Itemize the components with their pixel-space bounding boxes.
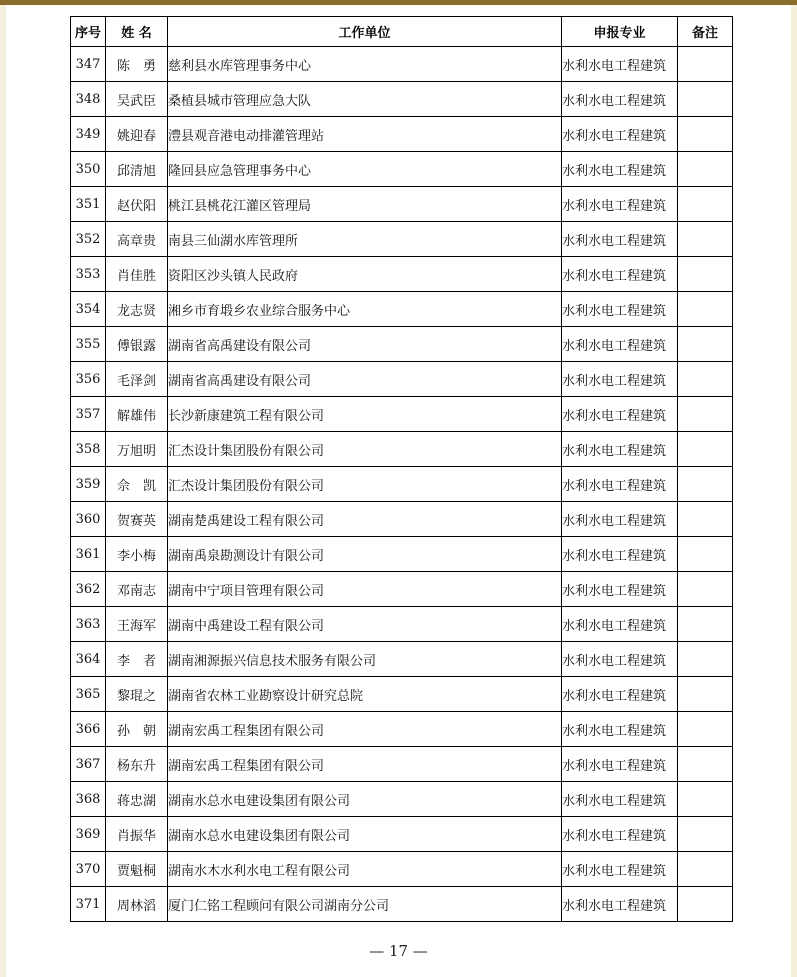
cell-name: 孙 朝 (106, 712, 168, 747)
cell-unit: 湖南楚禹建设工程有限公司 (168, 502, 562, 537)
table-row (71, 572, 733, 607)
cell-unit: 汇杰设计集团股份有限公司 (168, 432, 562, 467)
cell-unit: 湖南禹泉勘测设计有限公司 (168, 537, 562, 572)
cell-note (678, 222, 733, 257)
cell-seq: 347 (71, 47, 106, 82)
table-row (71, 887, 733, 922)
cell-name: 陈 勇 (106, 47, 168, 82)
cell-name: 万旭明 (106, 432, 168, 467)
cell-seq: 364 (71, 642, 106, 677)
table-row (71, 607, 733, 642)
cell-name: 高章贵 (106, 222, 168, 257)
cell-major: 水利水电工程建筑 (562, 817, 678, 852)
cell-major: 水利水电工程建筑 (562, 432, 678, 467)
cell-major: 水利水电工程建筑 (562, 82, 678, 117)
cell-seq: 360 (71, 502, 106, 537)
cell-name: 邓南志 (106, 572, 168, 607)
cell-seq: 370 (71, 852, 106, 887)
cell-major: 水利水电工程建筑 (562, 292, 678, 327)
table-row (71, 537, 733, 572)
cell-note (678, 467, 733, 502)
table-row (71, 642, 733, 677)
cell-name: 肖佳胜 (106, 257, 168, 292)
cell-name: 肖振华 (106, 817, 168, 852)
cell-note (678, 782, 733, 817)
cell-unit: 湖南省高禹建设有限公司 (168, 327, 562, 362)
table-row (71, 782, 733, 817)
cell-unit: 慈利县水库管理事务中心 (168, 47, 562, 82)
table-row (71, 222, 733, 257)
cell-note (678, 642, 733, 677)
cell-note (678, 327, 733, 362)
table-row (71, 362, 733, 397)
cell-unit: 湖南中宁项目管理有限公司 (168, 572, 562, 607)
cell-major: 水利水电工程建筑 (562, 747, 678, 782)
cell-note (678, 537, 733, 572)
cell-seq: 361 (71, 537, 106, 572)
cell-major: 水利水电工程建筑 (562, 537, 678, 572)
cell-major: 水利水电工程建筑 (562, 152, 678, 187)
cell-seq: 348 (71, 82, 106, 117)
cell-major: 水利水电工程建筑 (562, 117, 678, 152)
cell-unit: 资阳区沙头镇人民政府 (168, 257, 562, 292)
cell-name: 李 者 (106, 642, 168, 677)
table-row (71, 852, 733, 887)
cell-major: 水利水电工程建筑 (562, 502, 678, 537)
cell-note (678, 572, 733, 607)
cell-unit: 长沙新康建筑工程有限公司 (168, 397, 562, 432)
roster-table (70, 16, 733, 922)
table-row (71, 747, 733, 782)
cell-unit: 南县三仙湖水库管理所 (168, 222, 562, 257)
cell-seq: 359 (71, 467, 106, 502)
cell-unit: 隆回县应急管理事务中心 (168, 152, 562, 187)
cell-note (678, 852, 733, 887)
table-row (71, 327, 733, 362)
cell-seq: 362 (71, 572, 106, 607)
cell-unit: 湖南水总水电建设集团有限公司 (168, 782, 562, 817)
cell-major: 水利水电工程建筑 (562, 327, 678, 362)
cell-note (678, 397, 733, 432)
cell-unit: 湖南宏禹工程集团有限公司 (168, 747, 562, 782)
cell-note (678, 117, 733, 152)
cell-unit: 湖南水总水电建设集团有限公司 (168, 817, 562, 852)
header-seq: 序号 (71, 17, 106, 47)
cell-seq: 354 (71, 292, 106, 327)
cell-name: 蒋忠湖 (106, 782, 168, 817)
table-row (71, 257, 733, 292)
cell-name: 佘 凯 (106, 467, 168, 502)
table-row (71, 467, 733, 502)
cell-name: 周林滔 (106, 887, 168, 922)
header-unit: 工作单位 (168, 17, 562, 47)
cell-major: 水利水电工程建筑 (562, 47, 678, 82)
cell-major: 水利水电工程建筑 (562, 782, 678, 817)
cell-seq: 356 (71, 362, 106, 397)
table-row (71, 817, 733, 852)
cell-seq: 351 (71, 187, 106, 222)
header-note: 备注 (678, 17, 733, 47)
cell-unit: 湖南省高禹建设有限公司 (168, 362, 562, 397)
cell-note (678, 502, 733, 537)
cell-major: 水利水电工程建筑 (562, 852, 678, 887)
cell-name: 黎琨之 (106, 677, 168, 712)
header-major: 申报专业 (562, 17, 678, 47)
cell-seq: 352 (71, 222, 106, 257)
cell-name: 赵伏阳 (106, 187, 168, 222)
cell-seq: 369 (71, 817, 106, 852)
cell-seq: 357 (71, 397, 106, 432)
table-row (71, 187, 733, 222)
cell-unit: 湖南湘源振兴信息技术服务有限公司 (168, 642, 562, 677)
cell-seq: 363 (71, 607, 106, 642)
cell-unit: 厦门仁铭工程顾问有限公司湖南分公司 (168, 887, 562, 922)
cell-seq: 355 (71, 327, 106, 362)
cell-seq: 368 (71, 782, 106, 817)
cell-unit: 汇杰设计集团股份有限公司 (168, 467, 562, 502)
page-number: — 17 — (369, 942, 428, 960)
cell-name: 王海军 (106, 607, 168, 642)
cell-unit: 湖南水木水利水电工程有限公司 (168, 852, 562, 887)
cell-seq: 366 (71, 712, 106, 747)
cell-major: 水利水电工程建筑 (562, 677, 678, 712)
table-header-row (71, 17, 733, 47)
cell-name: 李小梅 (106, 537, 168, 572)
cell-unit: 桑植县城市管理应急大队 (168, 82, 562, 117)
cell-unit: 湖南省农林工业勘察设计研究总院 (168, 677, 562, 712)
cell-seq: 358 (71, 432, 106, 467)
cell-name: 贾魁桐 (106, 852, 168, 887)
cell-seq: 350 (71, 152, 106, 187)
cell-name: 杨东升 (106, 747, 168, 782)
cell-seq: 365 (71, 677, 106, 712)
cell-name: 毛泽剑 (106, 362, 168, 397)
table-row (71, 47, 733, 82)
cell-note (678, 152, 733, 187)
table-row (71, 82, 733, 117)
cell-unit: 湖南中禹建设工程有限公司 (168, 607, 562, 642)
cell-unit: 湘乡市育塅乡农业综合服务中心 (168, 292, 562, 327)
cell-note (678, 887, 733, 922)
document-page (6, 5, 791, 977)
table-row (71, 292, 733, 327)
cell-note (678, 817, 733, 852)
cell-major: 水利水电工程建筑 (562, 397, 678, 432)
cell-major: 水利水电工程建筑 (562, 362, 678, 397)
cell-note (678, 257, 733, 292)
cell-major: 水利水电工程建筑 (562, 712, 678, 747)
cell-major: 水利水电工程建筑 (562, 187, 678, 222)
cell-major: 水利水电工程建筑 (562, 467, 678, 502)
table-row (71, 712, 733, 747)
cell-major: 水利水电工程建筑 (562, 642, 678, 677)
table-row (71, 502, 733, 537)
table-row (71, 152, 733, 187)
cell-name: 傅银露 (106, 327, 168, 362)
cell-major: 水利水电工程建筑 (562, 222, 678, 257)
cell-note (678, 607, 733, 642)
cell-name: 贺赛英 (106, 502, 168, 537)
cell-seq: 371 (71, 887, 106, 922)
cell-name: 吴武臣 (106, 82, 168, 117)
table-row (71, 117, 733, 152)
table-row (71, 432, 733, 467)
cell-note (678, 712, 733, 747)
cell-note (678, 747, 733, 782)
cell-major: 水利水电工程建筑 (562, 572, 678, 607)
cell-note (678, 677, 733, 712)
cell-note (678, 362, 733, 397)
cell-seq: 367 (71, 747, 106, 782)
cell-note (678, 292, 733, 327)
header-name: 姓 名 (106, 17, 168, 47)
cell-seq: 349 (71, 117, 106, 152)
table-row (71, 677, 733, 712)
table-row (71, 397, 733, 432)
cell-name: 龙志贤 (106, 292, 168, 327)
cell-major: 水利水电工程建筑 (562, 607, 678, 642)
cell-name: 姚迎春 (106, 117, 168, 152)
cell-note (678, 187, 733, 222)
cell-unit: 湖南宏禹工程集团有限公司 (168, 712, 562, 747)
cell-seq: 353 (71, 257, 106, 292)
cell-note (678, 432, 733, 467)
cell-name: 邱清旭 (106, 152, 168, 187)
cell-major: 水利水电工程建筑 (562, 887, 678, 922)
cell-name: 解雄伟 (106, 397, 168, 432)
cell-unit: 澧县观音港电动排灌管理站 (168, 117, 562, 152)
cell-unit: 桃江县桃花江灌区管理局 (168, 187, 562, 222)
cell-note (678, 47, 733, 82)
cell-note (678, 82, 733, 117)
cell-major: 水利水电工程建筑 (562, 257, 678, 292)
